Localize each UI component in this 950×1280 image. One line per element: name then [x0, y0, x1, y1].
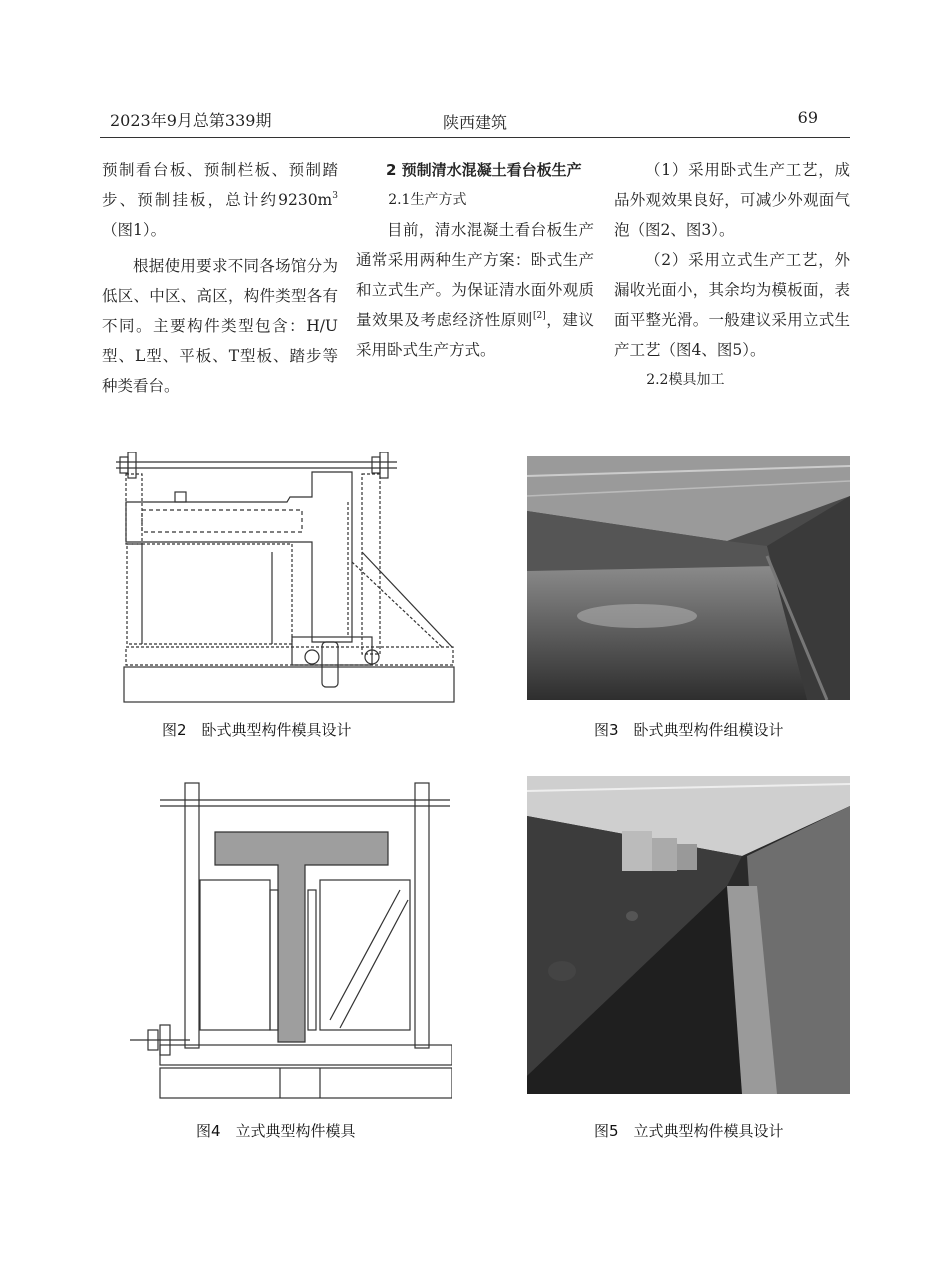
- journal-title: 陕西建筑: [442, 113, 507, 132]
- journal-issue: 2023年9月总第339期: [110, 111, 272, 130]
- paragraph-text: （图1）。: [102, 221, 167, 239]
- text-column-3: [614, 155, 850, 395]
- figure-4-caption: 图4 立式典型构件模具: [196, 1122, 356, 1140]
- paragraph: 根据使用要求不同各场馆分为低区、中区、高区，构件类型各有不同。主要构件类型包含：H/U型、L型、平板、T型板、踏步等种类看台。: [102, 257, 338, 395]
- section-heading: 2 预制清水混凝土看台板生产: [386, 161, 582, 179]
- figure-2-caption: 图2 卧式典型构件模具设计: [162, 721, 352, 739]
- figure-4-drawing: [130, 780, 452, 1100]
- paragraph-text: ，建议采用卧式生产方式。: [356, 311, 594, 359]
- paragraph: [102, 155, 338, 245]
- reference-marker: [2]: [532, 311, 546, 321]
- paragraph-text: 目前，清水混凝土看台板生产通常采用两种生产方案：卧式生产和立式生产。为保证清水面外观质量效果及考虑经济性原则: [356, 221, 594, 329]
- page-number: 69: [797, 108, 818, 127]
- figure-5-photo: [527, 776, 850, 1094]
- figure-3-photo: [527, 456, 850, 700]
- subheading: 2.2模具加工: [646, 372, 725, 388]
- text-column-2: [356, 155, 594, 365]
- list-item: （2）采用立式生产工艺，外漏收光面小，其余均为模板面，表面平整光滑。一般建议采用立式生产工艺（图4、图5）。: [614, 251, 850, 359]
- figure-5-caption: 图5 立式典型构件模具设计: [594, 1122, 784, 1140]
- paragraph: [356, 215, 594, 365]
- list-item: （1）采用卧式生产工艺，成品外观效果良好，可减少外观面气泡（图2、图3）。: [614, 161, 850, 239]
- text-column-1: [102, 155, 338, 401]
- figure-2-drawing: [112, 452, 457, 704]
- superscript: 3: [332, 191, 338, 201]
- figure-3-caption: 图3 卧式典型构件组模设计: [594, 721, 784, 739]
- header-rule: [100, 137, 850, 138]
- paragraph-text: 预制看台板、预制栏板、预制踏步、预制挂板，总计约9230m: [102, 161, 338, 209]
- subheading: 2.1生产方式: [388, 192, 467, 208]
